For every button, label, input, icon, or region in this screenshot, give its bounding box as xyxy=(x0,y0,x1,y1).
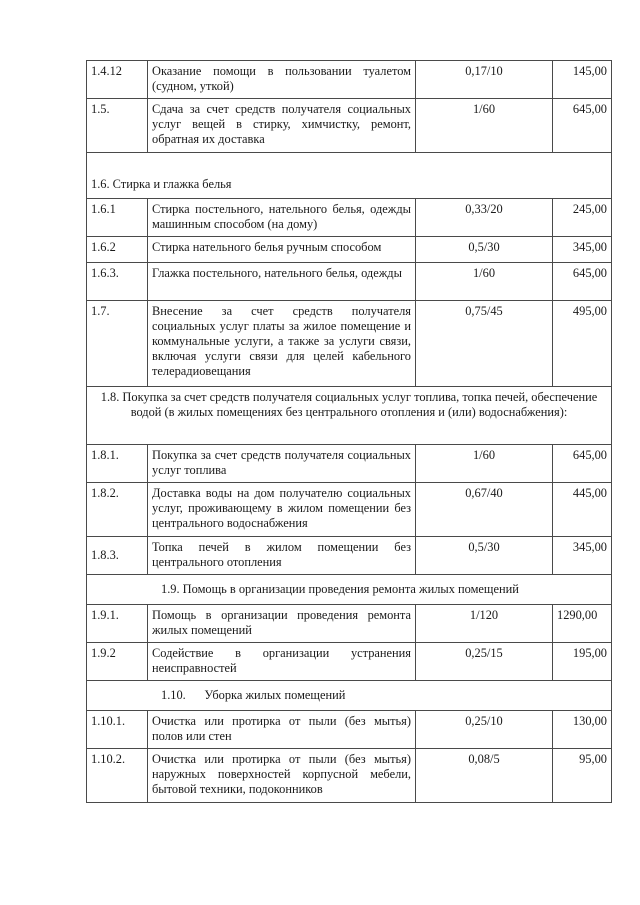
service-description: Топка печей в жилом помещении без центрального отопления xyxy=(148,537,416,575)
time-norm: 0,67/40 xyxy=(416,483,553,537)
service-code: 1.5. xyxy=(87,99,148,153)
section-row xyxy=(87,153,612,199)
table-row xyxy=(87,749,612,803)
table-row xyxy=(87,445,612,483)
section-row xyxy=(87,387,612,445)
section-row xyxy=(87,575,612,605)
service-price: 645,00 xyxy=(553,445,612,483)
section-heading: 1.10. Уборка жилых помещений xyxy=(87,681,612,711)
time-norm: 1/120 xyxy=(416,605,553,643)
time-norm: 0,17/10 xyxy=(416,61,553,99)
service-price: 145,00 xyxy=(553,61,612,99)
service-description: Стирка постельного, нательного белья, одежды машинным способом (на дому) xyxy=(148,199,416,237)
time-norm: 1/60 xyxy=(416,99,553,153)
table-row xyxy=(87,711,612,749)
service-price: 645,00 xyxy=(553,99,612,153)
table-row xyxy=(87,537,612,575)
service-description: Внесение за счет средств получателя социальных услуг платы за жилое помещение и коммунальные услуги, а также за услуги связи, включая услуги связи для целей кабельного телерадиовещания xyxy=(148,301,416,387)
time-norm: 0,33/20 xyxy=(416,199,553,237)
service-price: 1290,00 xyxy=(553,605,612,643)
service-description: Содействие в организации устранения неисправностей xyxy=(148,643,416,681)
service-description: Глажка постельного, нательного белья, одежды xyxy=(148,263,416,301)
service-price: 195,00 xyxy=(553,643,612,681)
services-tariff-table xyxy=(86,60,612,803)
service-description: Доставка воды на дом получателю социальных услуг, проживающему в жилом помещении без центрального водоснабжения xyxy=(148,483,416,537)
service-code: 1.8.1. xyxy=(87,445,148,483)
service-code: 1.9.2 xyxy=(87,643,148,681)
service-code: 1.6.1 xyxy=(87,199,148,237)
table-row xyxy=(87,301,612,387)
section-heading: 1.9. Помощь в организации проведения ремонта жилых помещений xyxy=(87,575,612,605)
service-code: 1.10.2. xyxy=(87,749,148,803)
table-row xyxy=(87,99,612,153)
service-description: Стирка нательного белья ручным способом xyxy=(148,237,416,263)
service-price: 345,00 xyxy=(553,537,612,575)
table-row xyxy=(87,199,612,237)
service-code: 1.9.1. xyxy=(87,605,148,643)
service-description: Очистка или протирка от пыли (без мытья) наружных поверхностей корпусной мебели, бытовой техники, подоконников xyxy=(148,749,416,803)
section-heading: 1.8. Покупка за счет средств получателя социальных услуг топлива, топка печей, обеспечение водой (в жилых помещениях без центрального отопления и (или) водоснабжения): xyxy=(87,387,612,445)
service-code: 1.10.1. xyxy=(87,711,148,749)
service-code: 1.6.2 xyxy=(87,237,148,263)
time-norm: 0,75/45 xyxy=(416,301,553,387)
table-row xyxy=(87,61,612,99)
service-price: 345,00 xyxy=(553,237,612,263)
service-price: 130,00 xyxy=(553,711,612,749)
service-description: Оказание помощи в пользовании туалетом (судном, уткой) xyxy=(148,61,416,99)
service-description: Покупка за счет средств получателя социальных услуг топлива xyxy=(148,445,416,483)
time-norm: 0,08/5 xyxy=(416,749,553,803)
table-row xyxy=(87,263,612,301)
service-code: 1.4.12 xyxy=(87,61,148,99)
table-row xyxy=(87,605,612,643)
service-description: Сдача за счет средств получателя социальных услуг вещей в стирку, химчистку, ремонт, обратная их доставка xyxy=(148,99,416,153)
service-price: 645,00 xyxy=(553,263,612,301)
service-description: Очистка или протирка от пыли (без мытья) полов или стен xyxy=(148,711,416,749)
section-heading: 1.6. Стирка и глажка белья xyxy=(87,153,612,199)
service-code: 1.7. xyxy=(87,301,148,387)
time-norm: 1/60 xyxy=(416,445,553,483)
time-norm: 0,5/30 xyxy=(416,537,553,575)
time-norm: 1/60 xyxy=(416,263,553,301)
service-price: 95,00 xyxy=(553,749,612,803)
service-code: 1.6.3. xyxy=(87,263,148,301)
time-norm: 0,5/30 xyxy=(416,237,553,263)
table-row xyxy=(87,237,612,263)
time-norm: 0,25/15 xyxy=(416,643,553,681)
service-code: 1.8.2. xyxy=(87,483,148,537)
table-row xyxy=(87,643,612,681)
service-description: Помощь в организации проведения ремонта жилых помещений xyxy=(148,605,416,643)
service-price: 245,00 xyxy=(553,199,612,237)
service-price: 445,00 xyxy=(553,483,612,537)
time-norm: 0,25/10 xyxy=(416,711,553,749)
service-code: 1.8.3. xyxy=(87,537,148,575)
service-price: 495,00 xyxy=(553,301,612,387)
table-row xyxy=(87,483,612,537)
section-row xyxy=(87,681,612,711)
